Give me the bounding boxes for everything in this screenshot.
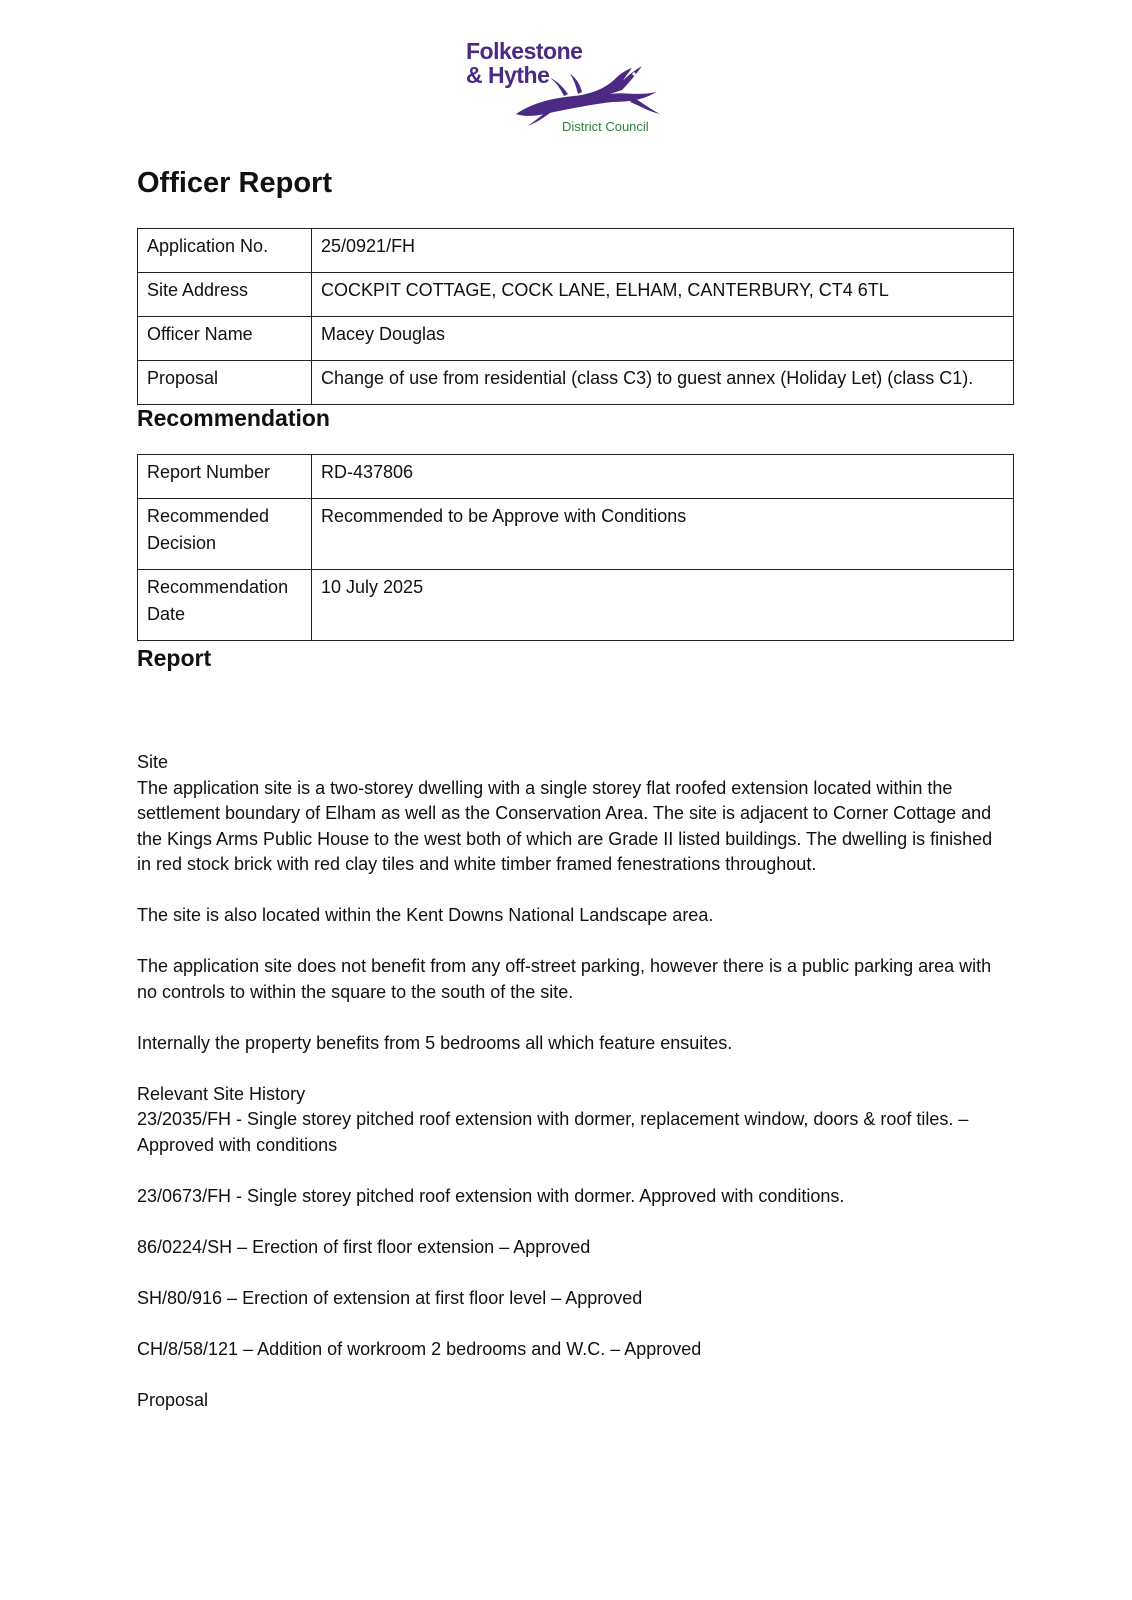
table-row <box>138 273 1014 317</box>
recommended-decision-label: Recommended Decision <box>138 499 312 570</box>
history-heading: Relevant Site History <box>137 1083 306 1104</box>
logo-line-2: & Hythe <box>466 62 550 88</box>
report-number-label: Report Number <box>138 455 312 499</box>
council-logo <box>466 36 666 142</box>
history-item: 86/0224/SH – Erection of first floor extension – Approved <box>137 1236 591 1257</box>
table-row <box>138 455 1014 499</box>
history-item: CH/8/58/121 – Addition of workroom 2 bedrooms and W.C. – Approved <box>137 1338 702 1359</box>
application-no-value: 25/0921/FH <box>312 229 1014 273</box>
proposal-label: Proposal <box>138 361 312 405</box>
report-heading: Report <box>137 645 212 671</box>
recommendation-date-value: 10 July 2025 <box>312 570 1014 641</box>
report-number-value: RD-437806 <box>312 455 1014 499</box>
page-title: Officer Report <box>137 167 332 199</box>
history-item: SH/80/916 – Erection of extension at first floor level – Approved <box>137 1287 643 1308</box>
proposal-value: Change of use from residential (class C3) to guest annex (Holiday Let) (class C1). <box>312 361 1014 405</box>
officer-name-label: Officer Name <box>138 317 312 361</box>
recommendation-date-label: Recommendation Date <box>138 570 312 641</box>
site-paragraph: The application site is a two-storey dwelling with a single storey flat roofed extension located within the settlement boundary of Elham as well as the Conservation Area. The site is adjacent to Corner Cottage and the Kings Arms Public House to the west both of which are Grade II listed buildings. The dwelling is finished in red stock brick with red clay tiles and white timber framed fenestrations throughout. <box>137 777 993 874</box>
officer-name-value: Macey Douglas <box>312 317 1014 361</box>
logo-line-1: Folkestone <box>466 38 583 64</box>
site-paragraph: The site is also located within the Kent Downs National Landscape area. <box>137 905 714 925</box>
table-row <box>138 361 1014 405</box>
report-body <box>137 750 1007 1413</box>
site-paragraph: Internally the property benefits from 5 bedrooms all which feature ensuites. <box>137 1032 733 1053</box>
history-item: 23/0673/FH - Single storey pitched roof extension with dormer. Approved with conditions. <box>137 1185 845 1206</box>
table-row <box>138 499 1014 570</box>
recommended-decision-value: Recommended to be Approve with Conditions <box>312 499 1014 570</box>
site-paragraph: The application site does not benefit from any off-street parking, however there is a public parking area with no controls to within the square to the south of the site. <box>137 956 992 1002</box>
application-details-table <box>137 228 1014 405</box>
table-row <box>138 229 1014 273</box>
history-item: 23/2035/FH - Single storey pitched roof extension with dormer, replacement window, doors & roof tiles. – Approved with conditions <box>137 1109 969 1155</box>
recommendation-table <box>137 454 1014 641</box>
site-address-value: COCKPIT COTTAGE, COCK LANE, ELHAM, CANTERBURY, CT4 6TL <box>312 273 1014 317</box>
site-address-label: Site Address <box>138 273 312 317</box>
proposal-heading: Proposal <box>137 1389 209 1410</box>
application-no-label: Application No. <box>138 229 312 273</box>
table-row <box>138 570 1014 641</box>
table-row <box>138 317 1014 361</box>
site-heading: Site <box>137 752 169 772</box>
logo-line-3: District Council <box>562 119 649 134</box>
recommendation-heading: Recommendation <box>137 405 330 431</box>
